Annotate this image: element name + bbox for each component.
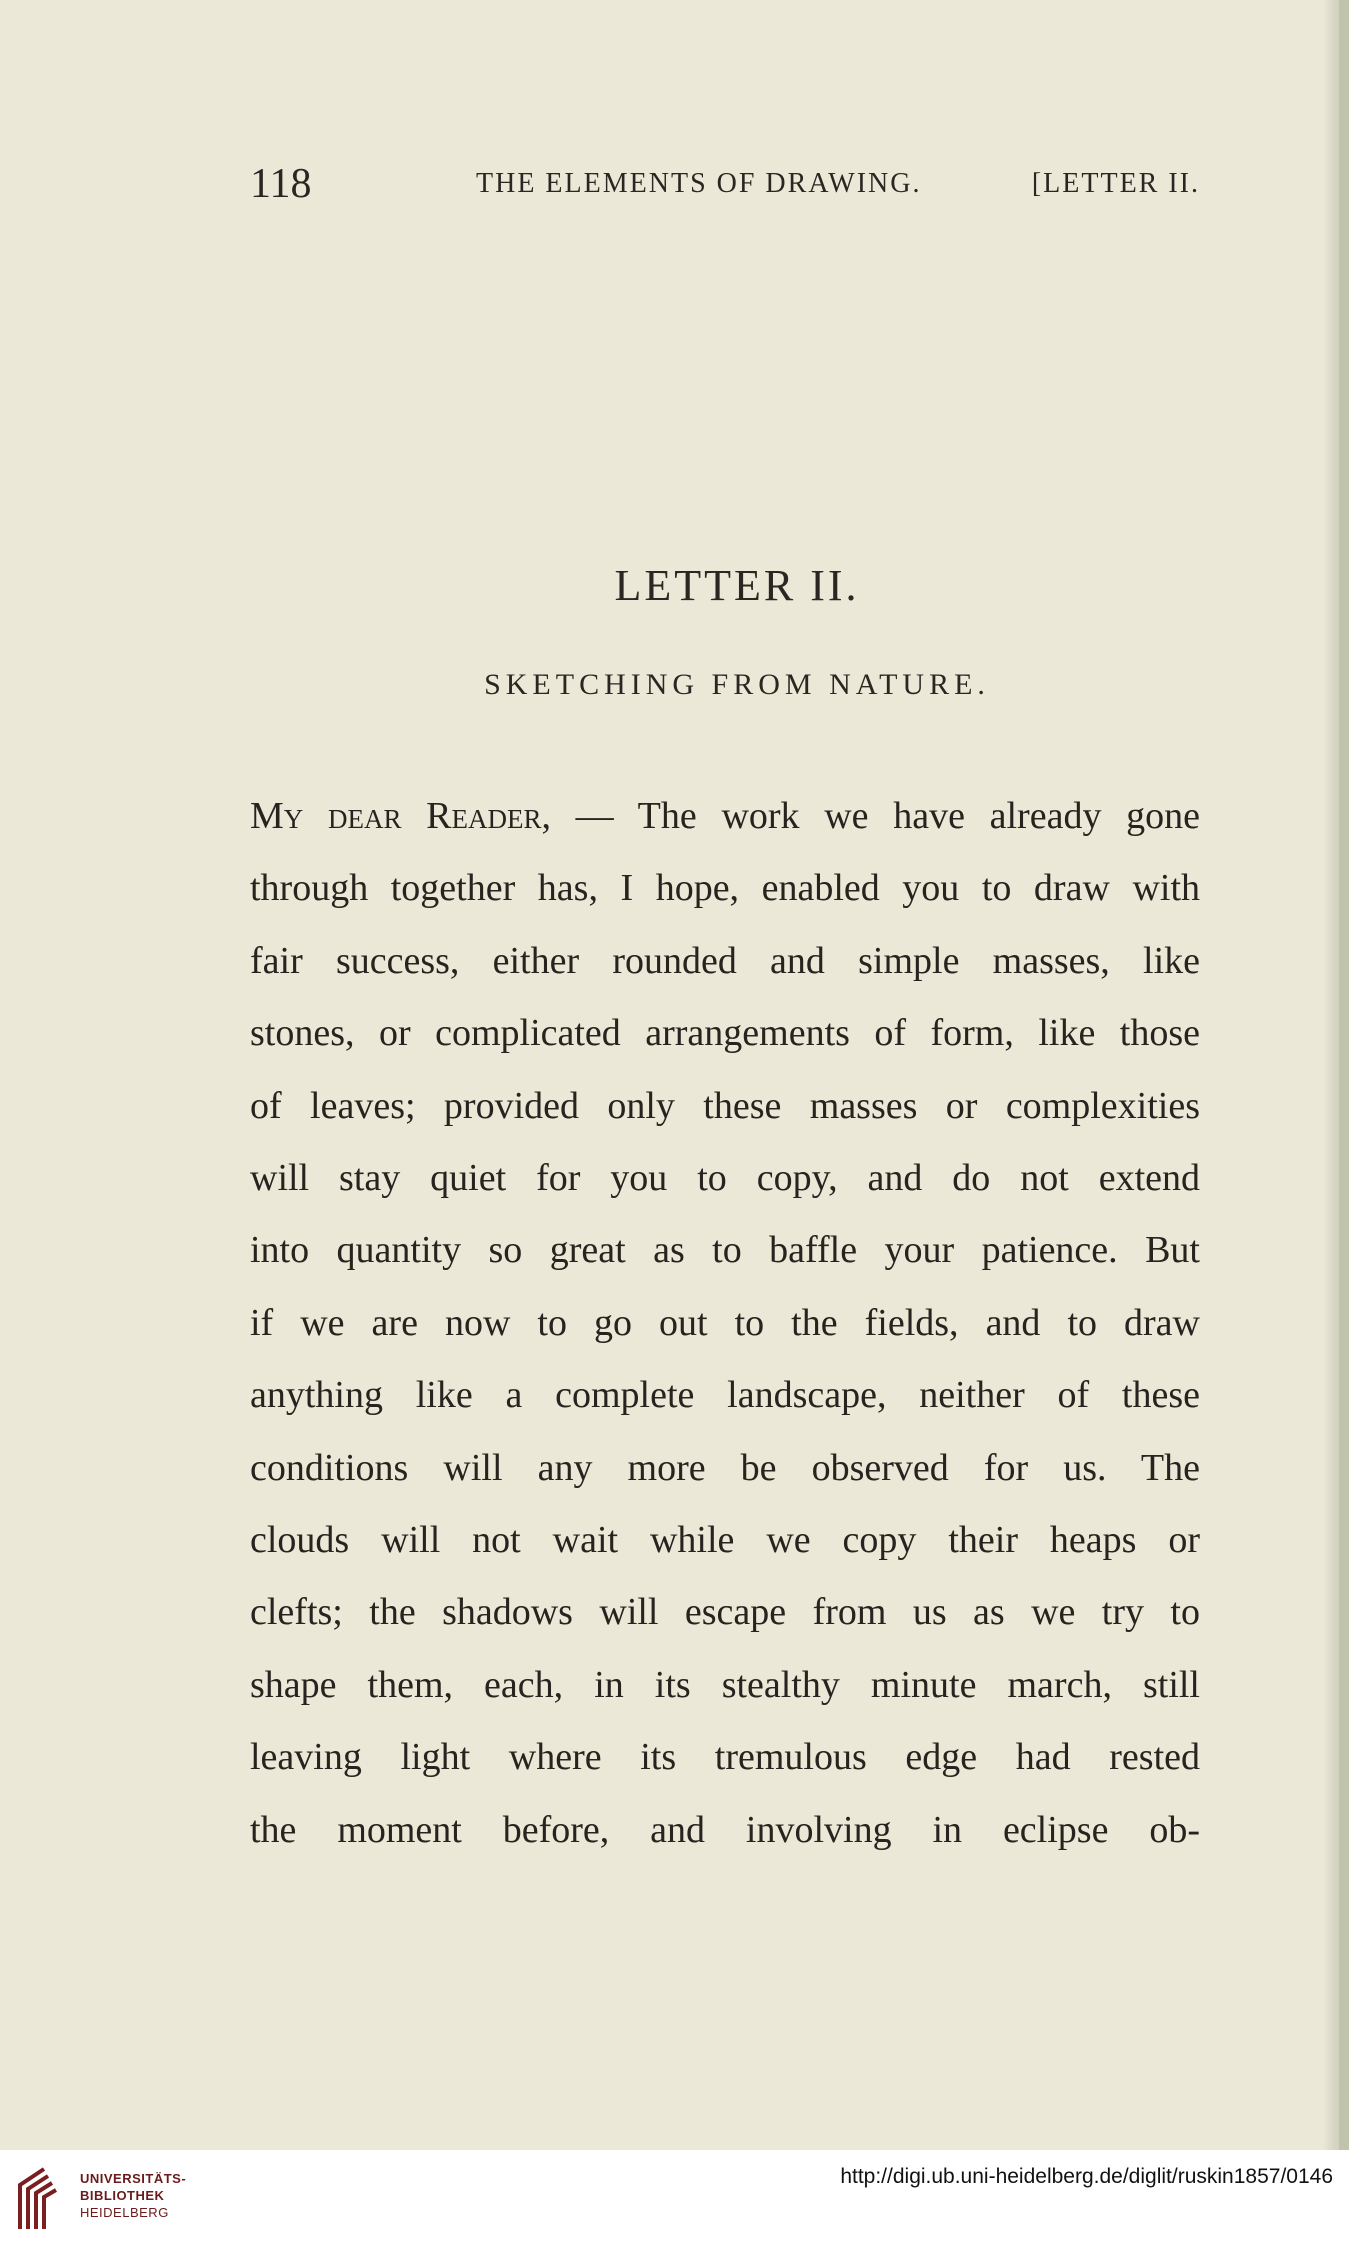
text-line-8: if we are now to go out to the fields, and to draw [250, 1301, 1200, 1344]
page-edge [1339, 0, 1349, 2150]
body-text [250, 780, 1200, 1866]
text-line-1-rest: — The work we have already gone [551, 795, 1200, 837]
running-title: THE ELEMENTS OF DRAWING. [476, 168, 922, 199]
logo-text-line-2: BIBLIOTHEK [80, 2188, 165, 2203]
running-head [250, 160, 1200, 220]
text-line-1 [250, 780, 1200, 852]
text-line-9: anything like a complete landscape, neither of these [250, 1374, 1200, 1417]
text-line-12: clefts; the shadows will escape from us as we try to [250, 1591, 1200, 1634]
chapter-title: LETTER II. [614, 561, 860, 610]
text-line-3: fair success, either rounded and simple masses, like [250, 939, 1200, 982]
salutation: My dear Reader, [250, 795, 551, 837]
logo-text-line-1: UNIVERSITÄTS- [80, 2171, 187, 2186]
text-line-4: stones, or complicated arrangements of form, like those [250, 1012, 1200, 1055]
chapter-subtitle: SKETCHING FROM NATURE. [484, 668, 990, 701]
library-logo[interactable] [14, 2163, 187, 2235]
text-line-2: through together has, I hope, enabled you to draw with [250, 867, 1200, 910]
text-line-6: will stay quiet for you to copy, and do not extend [250, 1157, 1200, 1200]
text-line-14: leaving light where its tremulous edge had rested [250, 1736, 1200, 1779]
library-logo-icon [14, 2163, 74, 2233]
logo-text-line-3: HEIDELBERG [80, 2205, 169, 2220]
text-line-13: shape them, each, in its stealthy minute march, still [250, 1663, 1200, 1706]
source-url-link[interactable]: http://digi.ub.uni-heidelberg.de/diglit/ruskin1857/0146 [840, 2165, 1333, 2188]
text-line-15: the moment before, and involving in eclipse ob- [250, 1808, 1200, 1851]
text-line-10: conditions will any more be observed for us. The [250, 1446, 1200, 1489]
page-number: 118 [250, 161, 312, 207]
text-line-7: into quantity so great as to baffle your patience. But [250, 1229, 1200, 1272]
text-line-11: clouds will not wait while we copy their heaps or [250, 1519, 1200, 1562]
text-line-5: of leaves; provided only these masses or complexities [250, 1084, 1200, 1127]
running-letter: [LETTER II. [1031, 168, 1200, 199]
